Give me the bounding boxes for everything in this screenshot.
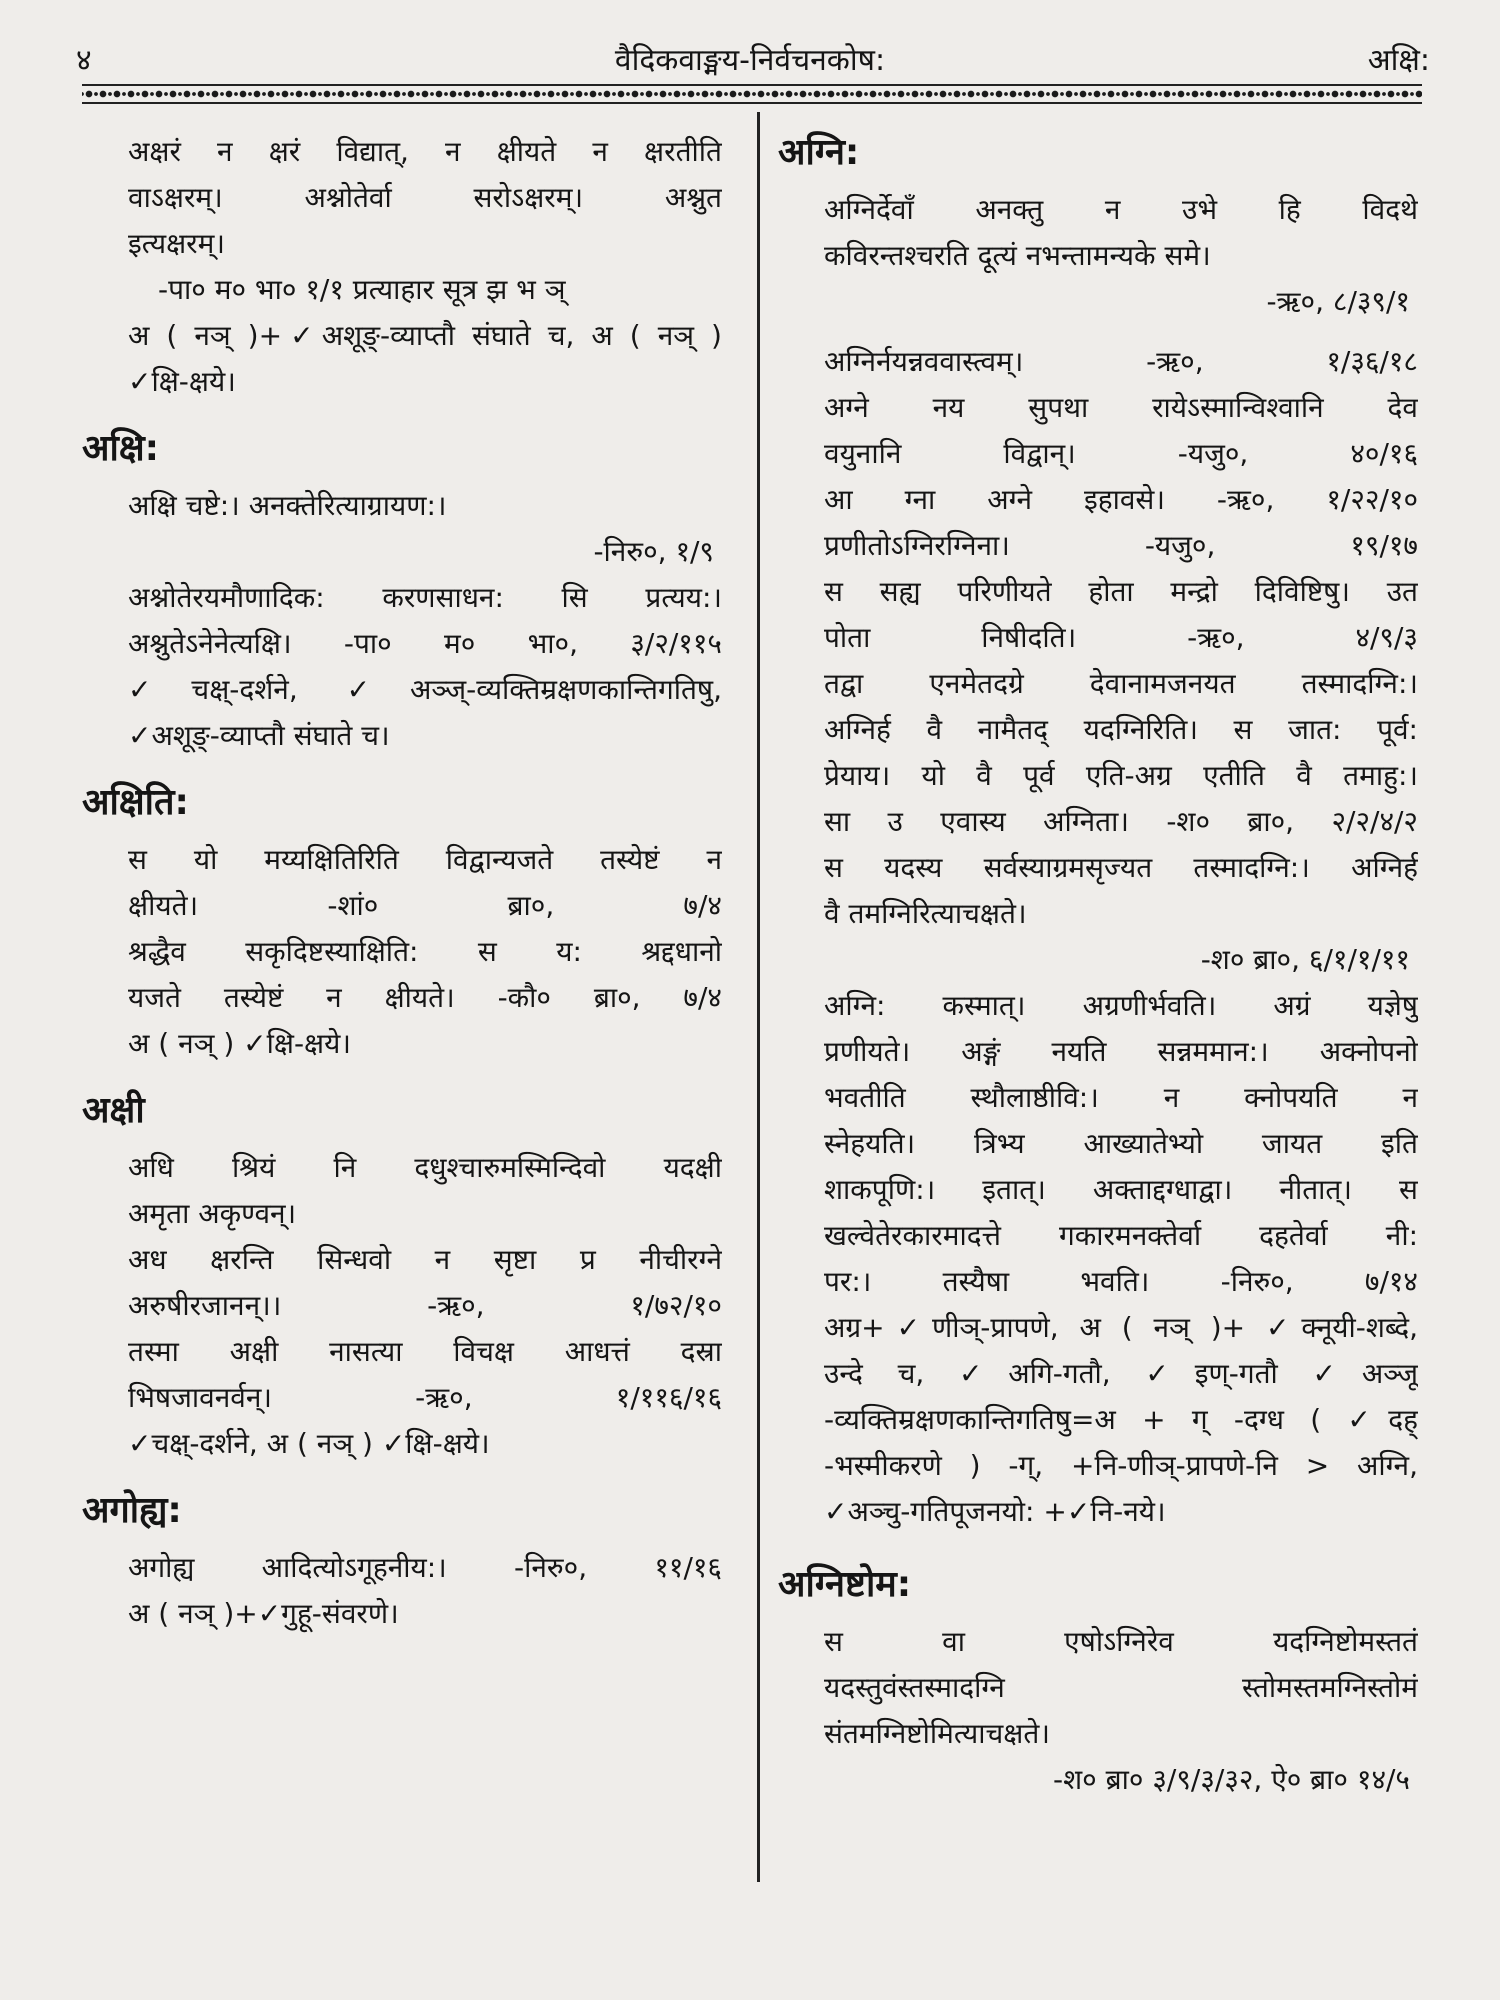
entry-line: पर:। तस्यैषा भवति। -निरु०, ७/१४: [824, 1265, 1418, 1298]
entry-akshi-dual: [128, 1145, 722, 1467]
entry-line: अश्नुतेऽनेनेत्यक्षि। -पा० म० भा०, ३/२/११५: [128, 627, 722, 660]
ornament-rule-bottom: [82, 102, 1422, 104]
entry-akshara-cont: [128, 129, 722, 405]
entry-line: तस्मा अक्षी नासत्या विचक्ष आधत्तं दस्रा: [128, 1335, 722, 1368]
entry-agohya: [128, 1545, 722, 1637]
etymology-line: ✓अञ्चु-गतिपूजनयो: +✓नि-नये।: [824, 1495, 1166, 1528]
entry-line: अग्निर्ह वै नामैतद् यदग्निरिति। स जात: पूर्व:: [824, 713, 1418, 746]
entry-heading: अग्नि:: [778, 132, 860, 173]
entry-heading: अग्निष्टोम:: [778, 1564, 912, 1605]
entry-line: अमृता अकृण्वन्।: [128, 1197, 297, 1230]
entry-line: अग्ने नय सुपथा रायेऽस्मान्विश्वानि देव: [824, 391, 1418, 424]
entry-line: अक्षरं न क्षरं विद्यात्, न क्षीयते न क्षरतीति: [128, 135, 722, 168]
page-number: ४: [76, 43, 92, 78]
entry-line: सा उ एवास्य अग्निता। -श० ब्रा०, २/२/४/२: [824, 805, 1418, 838]
entry-line: स यदस्य सर्वस्याग्रमसृज्यत तस्मादग्नि:। अग्निर्ह: [824, 851, 1418, 884]
ornamental-border: [82, 86, 1422, 102]
entry-line: अग्नि: कस्मात्। अग्रणीर्भवति। अग्रं यज्ञेषु: [824, 989, 1418, 1022]
entry-line: प्रणीयते। अङ्गं नयति सन्नममान:। अक्नोपनो: [824, 1035, 1418, 1068]
entry-line: संतमग्निष्टोमित्याचक्षते।: [824, 1717, 1050, 1750]
entry-line: शाकपूणि:। इतात्। अक्ताद्दग्धाद्वा। नीतात्। स: [824, 1173, 1418, 1206]
reference: -पा० म० भा० १/१ प्रत्याहार सूत्र झ भ ञ्: [158, 273, 566, 306]
entry-line: अधि श्रियं नि दधुश्चारुमस्मिन्दिवो यदक्षी: [128, 1151, 722, 1184]
reference: -श० ब्रा० ३/९/३/३२, ऐ० ब्रा० १४/५: [1053, 1763, 1410, 1796]
entry-akshi: [128, 483, 722, 759]
book-title: वैदिकवाङ्मय-निर्वचनकोष:: [614, 43, 886, 78]
left-column: [82, 115, 722, 1637]
entry-akshiti: [128, 837, 722, 1067]
entry-line: प्रेयाय। यो वै पूर्व एति-अग्र एतीति वै तमाहु:।: [824, 759, 1418, 792]
entry-line: वयुनानि विद्वान्। -यजु०, ४०/१६: [824, 437, 1418, 470]
etymology-line: उन्दे च, ✓अगि-गतौ, ✓इण्-गतौ ✓अञ्जू: [824, 1357, 1418, 1390]
entry-line: स्नेहयति। त्रिभ्य आख्यातेभ्यो जायत इति: [824, 1127, 1418, 1160]
etymology-line: अग्र+✓णीञ्-प्रापणे, अ ( नञ् )+ ✓क्नूयी-शब्दे,: [824, 1311, 1418, 1344]
entry-line: वाऽक्षरम्। अश्नोतेर्वा सरोऽक्षरम्। अश्नुत: [128, 181, 722, 214]
entry-line: अरुषीरजानन्।। -ऋ०, १/७२/१०: [128, 1289, 722, 1322]
entry-line: क्षीयते। -शां० ब्रा०, ७/४: [128, 889, 722, 922]
entry-line: आ ग्ना अग्ने इहावसे। -ऋ०, १/२२/१०: [824, 483, 1418, 516]
entry-heading: अक्षी: [82, 1090, 145, 1131]
entry-agnishtoma: [824, 1619, 1418, 1803]
etymology-line: ✓अशूङ्-व्याप्तौ संघाते च।: [128, 719, 390, 752]
entry-line: अध क्षरन्ति सिन्धवो न सृष्टा प्र नीचीरग्ने: [128, 1243, 722, 1276]
etymology-line: -व्यक्तिम्रक्षणकान्तिगतिषु=अ + ग् -दग्ध ( ✓दह्: [824, 1403, 1418, 1436]
entry-line: प्रणीतोऽग्निरग्निना। -यजु०, १९/१७: [824, 529, 1418, 562]
entry-line: तद्वा एनमेतदग्रे देवानामजनयत तस्मादग्नि:।: [824, 667, 1418, 700]
entry-line: अगोह्य आदित्योऽगूहनीय:। -निरु०, ११/१६: [128, 1551, 722, 1584]
etymology-line: अ ( नञ् )+✓गुहू-संवरणे।: [128, 1597, 399, 1630]
etymology-line: ✓क्षि-क्षये।: [128, 365, 236, 398]
entry-line: इत्यक्षरम्।: [128, 227, 225, 260]
entry-line: स वा एषोऽग्निरेव यदग्निष्टोमस्ततं: [824, 1625, 1418, 1658]
entry-line: खल्वेतेरकारमादत्ते गकारमनक्तेर्वा दहतेर्वा नी:: [824, 1219, 1418, 1252]
entry-line: स यो मय्यक्षितिरिति विद्वान्यजते तस्येष्टं न: [128, 843, 722, 876]
etymology-line: ✓चक्ष्-दर्शने, अ ( नञ् ) ✓क्षि-क्षये।: [128, 1427, 490, 1460]
entry-line: भवतीति स्थौलाष्ठीवि:। न क्नोपयति न: [824, 1081, 1418, 1114]
running-head-word: अक्षि:: [1367, 43, 1430, 78]
entry-line: पोता निषीदति। -ऋ०, ४/९/३: [824, 621, 1418, 654]
reference: -निरु०, १/९: [593, 535, 714, 568]
entry-line: यदस्तुवंस्तस्मादग्नि स्तोमस्तमग्निस्तोमं: [824, 1671, 1418, 1704]
entry-line: भिषजावनर्वन्। -ऋ०, १/११६/१६: [128, 1381, 722, 1414]
entry-line: अश्नोतेरयमौणादिक: करणसाधन: सि प्रत्यय:।: [128, 581, 722, 614]
etymology-line: ✓चक्ष्-दर्शने, ✓अञ्ज्-व्यक्तिम्रक्षणकान्तिगतिषु,: [128, 673, 722, 706]
right-column: [778, 115, 1418, 1803]
entry-line: श्रद्धैव सकृदिष्टस्याक्षिति: स य: श्रद्दधानो: [128, 935, 722, 968]
etymology-line: अ ( नञ् )+✓अशूङ्-व्याप्तौ संघाते च, अ ( नञ् ): [128, 319, 722, 352]
etymology-line: अ ( नञ् ) ✓क्षि-क्षये।: [128, 1027, 351, 1060]
entry-line: स सह्य परिणीयते होता मन्द्रो दिविष्टिषु। उत: [824, 575, 1418, 608]
entry-line: यजते तस्येष्टं न क्षीयते। -कौ० ब्रा०, ७/४: [128, 981, 722, 1014]
entry-heading: अगोह्य:: [82, 1490, 182, 1531]
entry-heading: अक्षिति:: [82, 782, 189, 823]
column-divider: [757, 112, 760, 1882]
entry-agni: [824, 187, 1418, 1535]
etymology-line: -भस्मीकरणे ) -ग्, +नि-णीञ्-प्रापणे-नि > अग्नि,: [824, 1449, 1418, 1482]
entry-line: अग्निर्देवाँ अनक्तु न उभे हि विदथे: [824, 193, 1418, 226]
entry-line: वै तमग्निरित्याचक्षते।: [824, 897, 1027, 930]
reference: -ऋ०, ८/३९/१: [1266, 285, 1410, 318]
entry-line: कविरन्तश्चरति दूत्यं नभन्तामन्यके समे।: [824, 239, 1211, 272]
entry-line: अक्षि चष्टे:। अनक्तेरित्याग्रायण:।: [128, 489, 447, 522]
reference: -श० ब्रा०, ६/१/१/११: [1200, 943, 1410, 976]
entry-heading: अक्षि:: [82, 428, 160, 469]
entry-line: अग्निर्नयन्नववास्त्वम्। -ऋ०, १/३६/१८: [824, 345, 1418, 378]
